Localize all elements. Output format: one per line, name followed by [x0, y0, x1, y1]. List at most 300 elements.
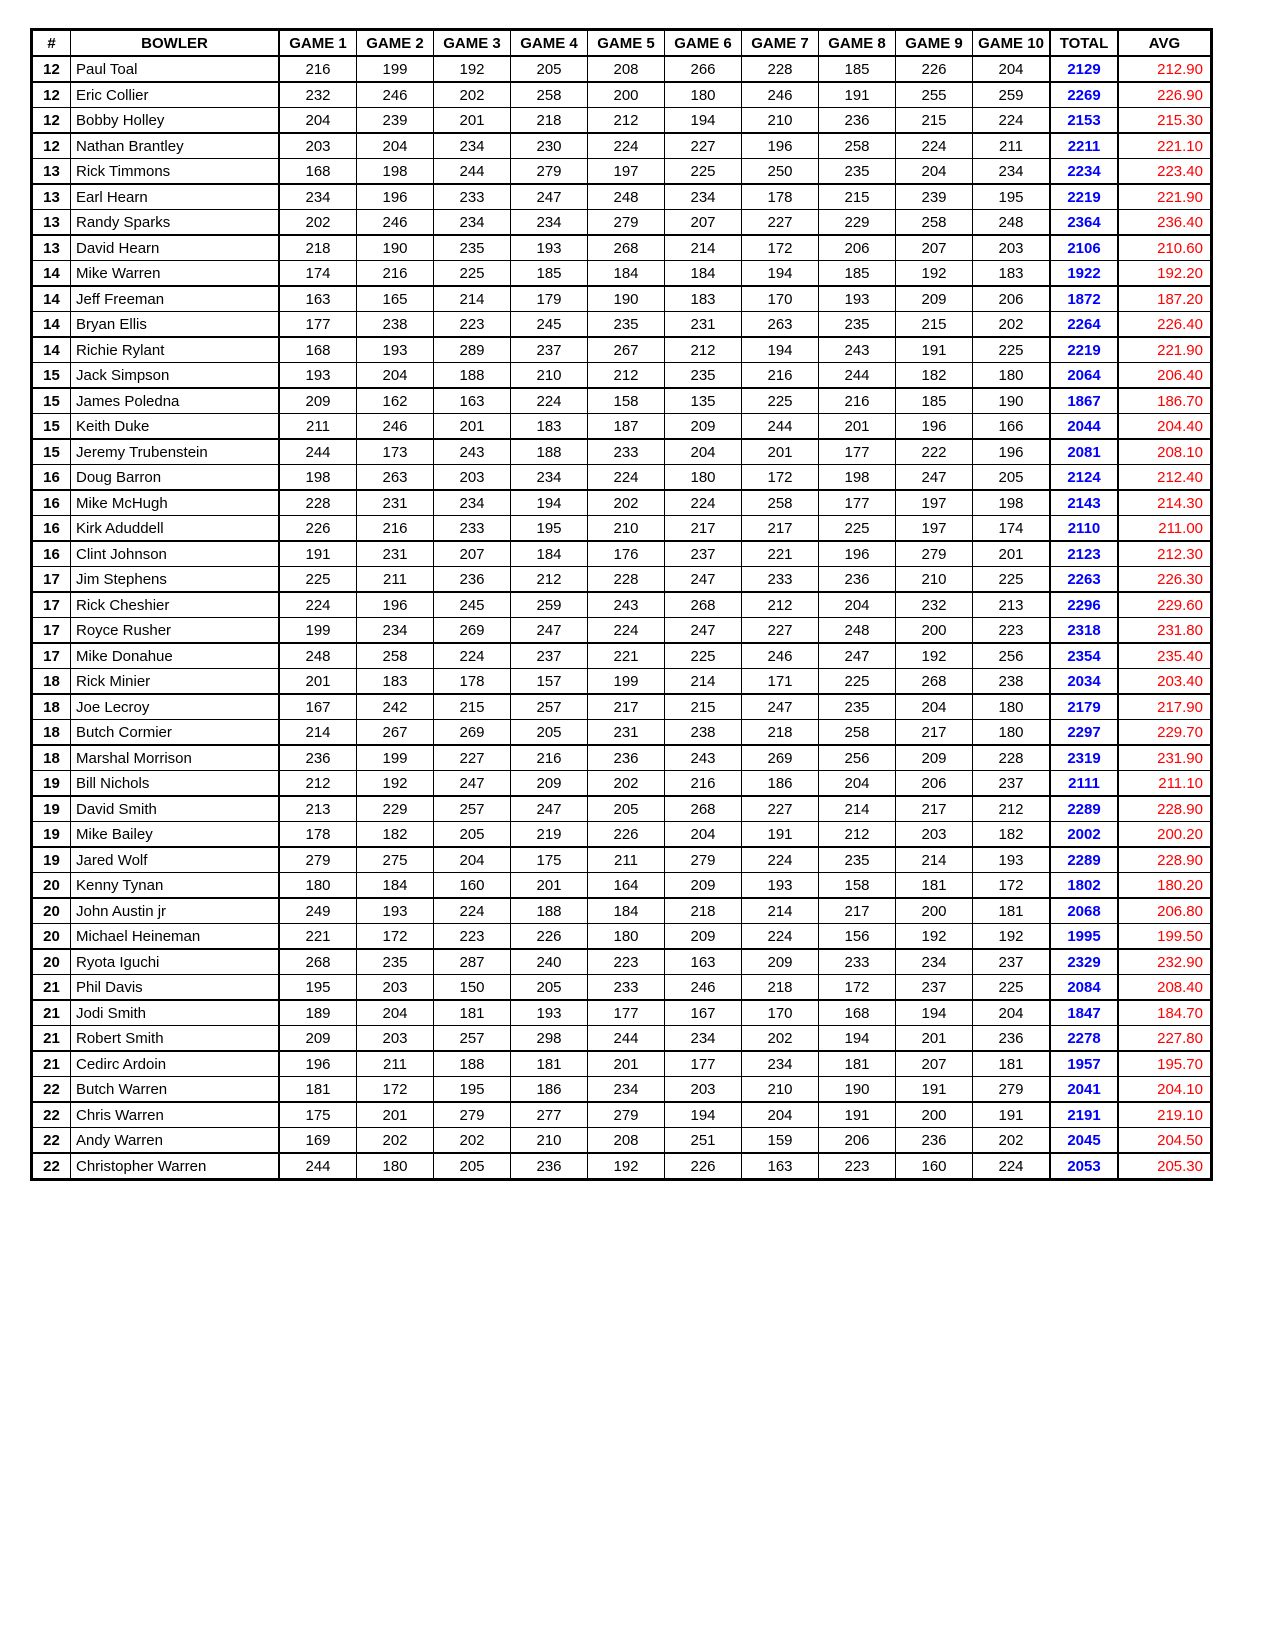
game-score-cell: 250: [742, 159, 819, 185]
game-score-cell: 234: [665, 1026, 742, 1052]
game-score-cell: 181: [434, 1000, 511, 1026]
game-score-cell: 203: [279, 133, 357, 159]
game-score-cell: 185: [896, 388, 973, 414]
game-score-cell: 173: [357, 439, 434, 465]
total-cell: 2081: [1050, 439, 1118, 465]
total-cell: 1995: [1050, 924, 1118, 950]
game-score-cell: 178: [434, 669, 511, 695]
bowler-name-cell: Paul Toal: [71, 56, 280, 82]
game-score-cell: 257: [434, 796, 511, 822]
game-score-cell: 235: [357, 949, 434, 975]
game-score-cell: 202: [973, 312, 1051, 338]
game-score-cell: 227: [742, 796, 819, 822]
game-score-cell: 198: [357, 159, 434, 185]
total-cell: 1872: [1050, 286, 1118, 312]
team-number-cell: 21: [32, 975, 71, 1001]
bowler-name-cell: Mike McHugh: [71, 490, 280, 516]
avg-cell: 204.50: [1118, 1128, 1212, 1154]
game-score-cell: 210: [742, 1077, 819, 1103]
team-number-cell: 22: [32, 1128, 71, 1154]
game-score-cell: 258: [357, 643, 434, 669]
game-score-cell: 225: [819, 516, 896, 542]
bowler-row: [32, 108, 1212, 134]
bowler-name-cell: Butch Warren: [71, 1077, 280, 1103]
game-score-cell: 185: [819, 56, 896, 82]
game-score-cell: 217: [665, 516, 742, 542]
game-score-cell: 215: [896, 108, 973, 134]
game-score-cell: 243: [588, 592, 665, 618]
game-score-cell: 207: [896, 235, 973, 261]
game-score-cell: 298: [511, 1026, 588, 1052]
game-score-cell: 222: [896, 439, 973, 465]
game-score-cell: 215: [434, 694, 511, 720]
game-score-cell: 183: [973, 261, 1051, 287]
total-cell: 2084: [1050, 975, 1118, 1001]
game-score-cell: 191: [973, 1102, 1051, 1128]
game-score-cell: 183: [511, 414, 588, 440]
game-score-cell: 193: [357, 337, 434, 363]
bowler-name-cell: Earl Hearn: [71, 184, 280, 210]
total-cell: 2153: [1050, 108, 1118, 134]
game-score-cell: 177: [588, 1000, 665, 1026]
bowler-name-cell: David Smith: [71, 796, 280, 822]
bowler-name-cell: Jeff Freeman: [71, 286, 280, 312]
column-header-game-5: GAME 5: [588, 30, 665, 57]
avg-cell: 226.40: [1118, 312, 1212, 338]
game-score-cell: 209: [279, 388, 357, 414]
game-score-cell: 190: [588, 286, 665, 312]
game-score-cell: 216: [742, 363, 819, 389]
total-cell: 2053: [1050, 1153, 1118, 1180]
game-score-cell: 215: [665, 694, 742, 720]
game-score-cell: 188: [511, 898, 588, 924]
game-score-cell: 197: [896, 516, 973, 542]
game-score-cell: 199: [588, 669, 665, 695]
game-score-cell: 244: [279, 1153, 357, 1180]
game-score-cell: 197: [588, 159, 665, 185]
bowler-row: [32, 1153, 1212, 1180]
team-number-cell: 13: [32, 184, 71, 210]
game-score-cell: 189: [279, 1000, 357, 1026]
avg-cell: 204.40: [1118, 414, 1212, 440]
game-score-cell: 275: [357, 847, 434, 873]
bowler-row: [32, 159, 1212, 185]
bowler-row: [32, 949, 1212, 975]
game-score-cell: 202: [973, 1128, 1051, 1154]
bowler-row: [32, 210, 1212, 236]
game-score-cell: 240: [511, 949, 588, 975]
game-score-cell: 205: [511, 720, 588, 746]
game-score-cell: 177: [279, 312, 357, 338]
game-score-cell: 246: [742, 643, 819, 669]
game-score-cell: 279: [588, 210, 665, 236]
game-score-cell: 181: [279, 1077, 357, 1103]
avg-cell: 231.90: [1118, 745, 1212, 771]
avg-cell: 214.30: [1118, 490, 1212, 516]
team-number-cell: 16: [32, 516, 71, 542]
game-score-cell: 193: [819, 286, 896, 312]
game-score-cell: 198: [973, 490, 1051, 516]
team-number-cell: 18: [32, 694, 71, 720]
bowler-name-cell: Bill Nichols: [71, 771, 280, 797]
game-score-cell: 198: [819, 465, 896, 491]
team-number-cell: 13: [32, 235, 71, 261]
team-number-cell: 14: [32, 337, 71, 363]
game-score-cell: 201: [742, 439, 819, 465]
team-number-cell: 15: [32, 388, 71, 414]
team-number-cell: 20: [32, 873, 71, 899]
game-score-cell: 214: [665, 669, 742, 695]
game-score-cell: 236: [819, 108, 896, 134]
game-score-cell: 178: [279, 822, 357, 848]
game-score-cell: 193: [742, 873, 819, 899]
game-score-cell: 188: [434, 1051, 511, 1077]
bowler-row: [32, 924, 1212, 950]
bowler-row: [32, 133, 1212, 159]
game-score-cell: 169: [279, 1128, 357, 1154]
game-score-cell: 223: [819, 1153, 896, 1180]
game-score-cell: 196: [742, 133, 819, 159]
game-score-cell: 171: [742, 669, 819, 695]
game-score-cell: 258: [819, 720, 896, 746]
bowler-name-cell: Jared Wolf: [71, 847, 280, 873]
game-score-cell: 190: [973, 388, 1051, 414]
game-score-cell: 234: [357, 618, 434, 644]
game-score-cell: 234: [742, 1051, 819, 1077]
team-number-cell: 13: [32, 159, 71, 185]
game-score-cell: 181: [896, 873, 973, 899]
avg-cell: 211.10: [1118, 771, 1212, 797]
game-score-cell: 224: [742, 847, 819, 873]
game-score-cell: 203: [665, 1077, 742, 1103]
game-score-cell: 204: [896, 159, 973, 185]
game-score-cell: 174: [973, 516, 1051, 542]
bowler-name-cell: Bobby Holley: [71, 108, 280, 134]
team-number-cell: 13: [32, 210, 71, 236]
game-score-cell: 196: [973, 439, 1051, 465]
avg-cell: 206.80: [1118, 898, 1212, 924]
game-score-cell: 228: [279, 490, 357, 516]
game-score-cell: 263: [357, 465, 434, 491]
game-score-cell: 268: [665, 796, 742, 822]
total-cell: 2068: [1050, 898, 1118, 924]
game-score-cell: 268: [588, 235, 665, 261]
game-score-cell: 192: [434, 56, 511, 82]
avg-cell: 217.90: [1118, 694, 1212, 720]
game-score-cell: 205: [511, 975, 588, 1001]
total-cell: 2111: [1050, 771, 1118, 797]
game-score-cell: 234: [434, 490, 511, 516]
avg-cell: 228.90: [1118, 796, 1212, 822]
total-cell: 2034: [1050, 669, 1118, 695]
bowler-row: [32, 1102, 1212, 1128]
game-score-cell: 211: [357, 1051, 434, 1077]
avg-cell: 184.70: [1118, 1000, 1212, 1026]
table-header: [32, 30, 1212, 57]
game-score-cell: 168: [279, 337, 357, 363]
game-score-cell: 206: [973, 286, 1051, 312]
game-score-cell: 216: [279, 56, 357, 82]
game-score-cell: 200: [896, 898, 973, 924]
avg-cell: 208.40: [1118, 975, 1212, 1001]
game-score-cell: 279: [588, 1102, 665, 1128]
game-score-cell: 246: [742, 82, 819, 108]
game-score-cell: 236: [896, 1128, 973, 1154]
bowler-row: [32, 975, 1212, 1001]
bowler-name-cell: Robert Smith: [71, 1026, 280, 1052]
game-score-cell: 231: [588, 720, 665, 746]
team-number-cell: 17: [32, 567, 71, 593]
game-score-cell: 279: [973, 1077, 1051, 1103]
team-number-cell: 21: [32, 1051, 71, 1077]
game-score-cell: 234: [588, 1077, 665, 1103]
column-header-game-4: GAME 4: [511, 30, 588, 57]
game-score-cell: 156: [819, 924, 896, 950]
game-score-cell: 205: [973, 465, 1051, 491]
team-number-cell: 22: [32, 1153, 71, 1180]
game-score-cell: 167: [279, 694, 357, 720]
game-score-cell: 247: [434, 771, 511, 797]
game-score-cell: 244: [742, 414, 819, 440]
total-cell: 2002: [1050, 822, 1118, 848]
game-score-cell: 209: [665, 873, 742, 899]
bowler-name-cell: Christopher Warren: [71, 1153, 280, 1180]
game-score-cell: 221: [742, 541, 819, 567]
game-score-cell: 247: [511, 618, 588, 644]
bowler-row: [32, 363, 1212, 389]
avg-cell: 229.60: [1118, 592, 1212, 618]
game-score-cell: 248: [588, 184, 665, 210]
game-score-cell: 225: [279, 567, 357, 593]
bowler-row: [32, 1051, 1212, 1077]
game-score-cell: 237: [896, 975, 973, 1001]
game-score-cell: 185: [819, 261, 896, 287]
game-score-cell: 182: [357, 822, 434, 848]
game-score-cell: 209: [511, 771, 588, 797]
total-cell: 2143: [1050, 490, 1118, 516]
game-score-cell: 279: [434, 1102, 511, 1128]
game-score-cell: 180: [279, 873, 357, 899]
game-score-cell: 218: [742, 720, 819, 746]
game-score-cell: 217: [588, 694, 665, 720]
game-score-cell: 187: [588, 414, 665, 440]
game-score-cell: 162: [357, 388, 434, 414]
game-score-cell: 204: [896, 694, 973, 720]
avg-cell: 199.50: [1118, 924, 1212, 950]
avg-cell: 206.40: [1118, 363, 1212, 389]
avg-cell: 212.40: [1118, 465, 1212, 491]
game-score-cell: 205: [511, 56, 588, 82]
game-score-cell: 235: [588, 312, 665, 338]
total-cell: 2179: [1050, 694, 1118, 720]
team-number-cell: 19: [32, 796, 71, 822]
game-score-cell: 201: [896, 1026, 973, 1052]
team-number-cell: 22: [32, 1077, 71, 1103]
total-cell: 2297: [1050, 720, 1118, 746]
game-score-cell: 211: [357, 567, 434, 593]
game-score-cell: 289: [434, 337, 511, 363]
table-body: [32, 56, 1212, 1180]
total-cell: 2319: [1050, 745, 1118, 771]
total-cell: 2064: [1050, 363, 1118, 389]
game-score-cell: 266: [665, 56, 742, 82]
game-score-cell: 238: [665, 720, 742, 746]
game-score-cell: 234: [279, 184, 357, 210]
game-score-cell: 172: [742, 235, 819, 261]
game-score-cell: 214: [742, 898, 819, 924]
game-score-cell: 203: [896, 822, 973, 848]
game-score-cell: 231: [357, 490, 434, 516]
game-score-cell: 233: [434, 516, 511, 542]
game-score-cell: 247: [742, 694, 819, 720]
game-score-cell: 194: [896, 1000, 973, 1026]
total-cell: 2264: [1050, 312, 1118, 338]
game-score-cell: 201: [588, 1051, 665, 1077]
game-score-cell: 234: [896, 949, 973, 975]
team-number-cell: 15: [32, 414, 71, 440]
game-score-cell: 243: [665, 745, 742, 771]
column-header-game-6: GAME 6: [665, 30, 742, 57]
game-score-cell: 233: [434, 184, 511, 210]
game-score-cell: 157: [511, 669, 588, 695]
game-score-cell: 238: [973, 669, 1051, 695]
bowler-name-cell: Bryan Ellis: [71, 312, 280, 338]
game-score-cell: 180: [973, 363, 1051, 389]
game-score-cell: 207: [665, 210, 742, 236]
bowler-name-cell: Marshal Morrison: [71, 745, 280, 771]
game-score-cell: 227: [742, 618, 819, 644]
bowler-row: [32, 414, 1212, 440]
game-score-cell: 214: [434, 286, 511, 312]
game-score-cell: 237: [511, 643, 588, 669]
game-score-cell: 225: [973, 337, 1051, 363]
bowler-name-cell: Clint Johnson: [71, 541, 280, 567]
score-table: [30, 28, 1213, 1181]
column-header-game-10: GAME 10: [973, 30, 1051, 57]
team-number-cell: 18: [32, 720, 71, 746]
game-score-cell: 213: [973, 592, 1051, 618]
total-cell: 2106: [1050, 235, 1118, 261]
game-score-cell: 201: [819, 414, 896, 440]
bowler-name-cell: Cedirc Ardoin: [71, 1051, 280, 1077]
game-score-cell: 166: [973, 414, 1051, 440]
game-score-cell: 236: [511, 1153, 588, 1180]
bowler-row: [32, 694, 1212, 720]
bowler-name-cell: Chris Warren: [71, 1102, 280, 1128]
game-score-cell: 196: [357, 592, 434, 618]
bowler-row: [32, 490, 1212, 516]
total-cell: 2278: [1050, 1026, 1118, 1052]
game-score-cell: 209: [665, 414, 742, 440]
game-score-cell: 172: [742, 465, 819, 491]
game-score-cell: 170: [742, 286, 819, 312]
team-number-cell: 15: [32, 363, 71, 389]
game-score-cell: 181: [973, 1051, 1051, 1077]
game-score-cell: 200: [896, 618, 973, 644]
game-score-cell: 175: [279, 1102, 357, 1128]
game-score-cell: 193: [357, 898, 434, 924]
bowler-row: [32, 541, 1212, 567]
total-cell: 2123: [1050, 541, 1118, 567]
game-score-cell: 249: [279, 898, 357, 924]
game-score-cell: 174: [279, 261, 357, 287]
bowler-name-cell: Royce Rusher: [71, 618, 280, 644]
game-score-cell: 193: [279, 363, 357, 389]
avg-cell: 208.10: [1118, 439, 1212, 465]
avg-cell: 226.90: [1118, 82, 1212, 108]
game-score-cell: 223: [434, 312, 511, 338]
bowler-name-cell: Jack Simpson: [71, 363, 280, 389]
game-score-cell: 255: [896, 82, 973, 108]
game-score-cell: 258: [896, 210, 973, 236]
avg-cell: 187.20: [1118, 286, 1212, 312]
game-score-cell: 246: [357, 210, 434, 236]
team-number-cell: 16: [32, 490, 71, 516]
game-score-cell: 227: [742, 210, 819, 236]
total-cell: 2364: [1050, 210, 1118, 236]
game-score-cell: 196: [819, 541, 896, 567]
game-score-cell: 160: [896, 1153, 973, 1180]
team-number-cell: 12: [32, 133, 71, 159]
game-score-cell: 212: [973, 796, 1051, 822]
game-score-cell: 193: [973, 847, 1051, 873]
game-score-cell: 207: [434, 541, 511, 567]
game-score-cell: 225: [973, 567, 1051, 593]
bowler-name-cell: Kirk Aduddell: [71, 516, 280, 542]
game-score-cell: 224: [973, 108, 1051, 134]
team-number-cell: 15: [32, 439, 71, 465]
game-score-cell: 211: [588, 847, 665, 873]
game-score-cell: 180: [973, 720, 1051, 746]
game-score-cell: 172: [973, 873, 1051, 899]
bowler-row: [32, 618, 1212, 644]
total-cell: 2110: [1050, 516, 1118, 542]
bowler-row: [32, 82, 1212, 108]
total-cell: 2296: [1050, 592, 1118, 618]
game-score-cell: 243: [434, 439, 511, 465]
bowler-name-cell: Richie Rylant: [71, 337, 280, 363]
game-score-cell: 191: [819, 1102, 896, 1128]
game-score-cell: 247: [896, 465, 973, 491]
game-score-cell: 217: [819, 898, 896, 924]
game-score-cell: 207: [896, 1051, 973, 1077]
game-score-cell: 242: [357, 694, 434, 720]
column-header-game-9: GAME 9: [896, 30, 973, 57]
game-score-cell: 227: [434, 745, 511, 771]
game-score-cell: 279: [896, 541, 973, 567]
avg-cell: 203.40: [1118, 669, 1212, 695]
game-score-cell: 181: [973, 898, 1051, 924]
game-score-cell: 224: [973, 1153, 1051, 1180]
game-score-cell: 206: [819, 1128, 896, 1154]
bowler-name-cell: Andy Warren: [71, 1128, 280, 1154]
game-score-cell: 234: [434, 210, 511, 236]
game-score-cell: 248: [973, 210, 1051, 236]
game-score-cell: 235: [819, 312, 896, 338]
team-number-cell: 14: [32, 286, 71, 312]
game-score-cell: 224: [742, 924, 819, 950]
game-score-cell: 230: [511, 133, 588, 159]
game-score-cell: 184: [588, 261, 665, 287]
game-score-cell: 225: [434, 261, 511, 287]
total-cell: 1867: [1050, 388, 1118, 414]
bowler-name-cell: Kenny Tynan: [71, 873, 280, 899]
game-score-cell: 218: [742, 975, 819, 1001]
game-score-cell: 235: [819, 159, 896, 185]
game-score-cell: 235: [434, 235, 511, 261]
game-score-cell: 202: [357, 1128, 434, 1154]
bowler-name-cell: Jim Stephens: [71, 567, 280, 593]
